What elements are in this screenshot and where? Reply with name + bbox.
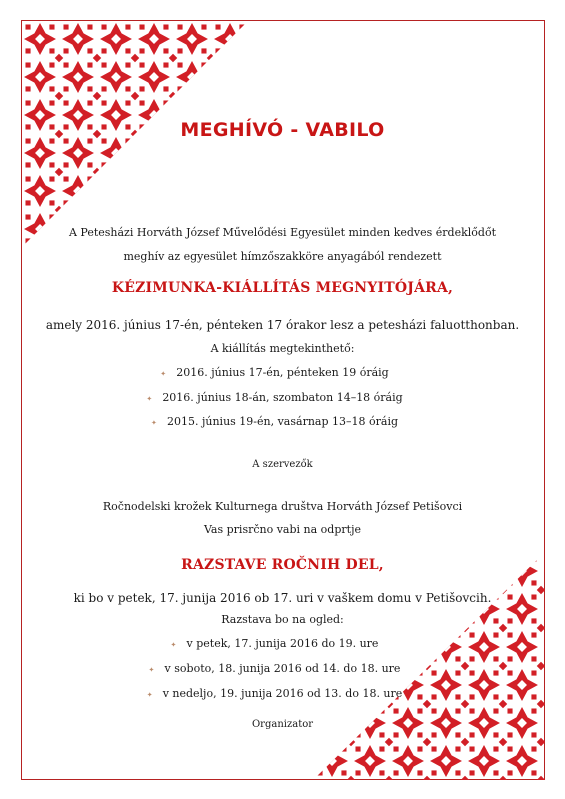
hu-headline: KÉZIMUNKA-KIÁLLÍTÁS MEGNYITÓJÁRA, [111, 280, 454, 296]
hu-date-item [0, 391, 565, 405]
sl-organizers: Organizator [251, 719, 314, 730]
diamond-bullet-icon: ✦ v nedeljo, 19. junija 2016 od 13. do 18. ure [163, 687, 403, 700]
sl-date-item [0, 662, 565, 676]
diamond-bullet-icon: ✦ 2016. június 17-én, pénteken 19 óráig [176, 366, 388, 379]
sl-intro-line-1: Ročnodelski krožek Kulturnega društva Horváth József Petišovci [102, 500, 463, 513]
diamond-bullet-icon: ✦ 2015. június 19-én, vasárnap 13–18 óráig [167, 415, 398, 428]
hu-organizers: A szervezők [252, 459, 313, 470]
sl-date-item [0, 687, 565, 701]
sl-opening-line: ki bo v petek, 17. junija 2016 ob 17. uri v vaškem domu v Petišovcih. [73, 591, 492, 605]
hu-date-item [0, 415, 565, 429]
sl-date-item [0, 637, 565, 651]
sl-headline: RAZSTAVE ROČNIH DEL, [181, 557, 384, 573]
page-title: MEGHÍVÓ - VABILO [180, 119, 385, 141]
sl-intro-line-2: Vas prisrčno vabi na odprtje [204, 523, 361, 536]
sl-viewing-label: Razstava bo na ogled: [221, 613, 344, 626]
hu-intro-line-2: meghív az egyesület hímzőszakköre anyagából rendezett [123, 250, 442, 263]
diamond-bullet-icon: ✦ 2016. június 18-án, szombaton 14–18 óráig [162, 391, 402, 404]
diamond-bullet-icon: ✦ v soboto, 18. junija 2016 od 14. do 18. ure [165, 662, 401, 675]
diamond-bullet-icon: ✦ v petek, 17. junija 2016 do 19. ure [187, 637, 379, 650]
hu-viewing-label: A kiállítás megtekinthető: [210, 342, 355, 355]
hu-opening-line: amely 2016. június 17-én, pénteken 17 órakor lesz a petesházi faluotthonban. [45, 318, 520, 332]
hu-intro-line-1: A Petesházi Horváth József Művelődési Egyesület minden kedves érdeklődőt [68, 226, 497, 239]
hu-date-item [0, 366, 565, 380]
